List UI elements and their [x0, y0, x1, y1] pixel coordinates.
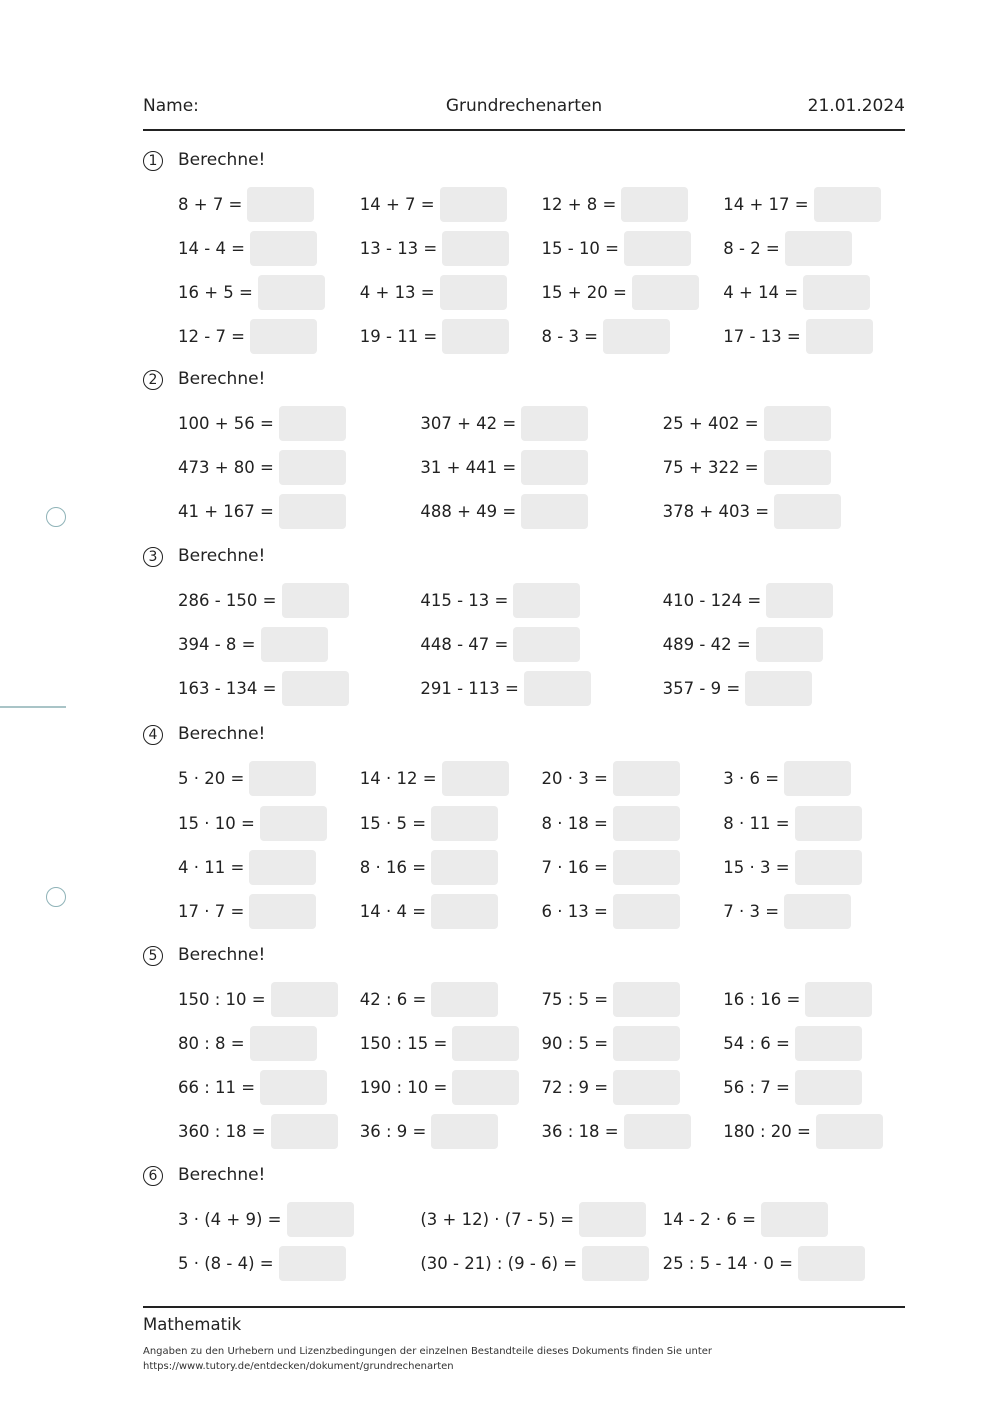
exercise-text: 8 · 16 =: [359, 857, 427, 877]
exercise-text: 42 : 6 =: [359, 989, 427, 1009]
answer-box[interactable]: [513, 583, 580, 618]
exercise: [663, 494, 905, 529]
answer-box[interactable]: [805, 982, 872, 1017]
exercise: [723, 1114, 905, 1149]
answer-box[interactable]: [521, 406, 588, 441]
exercise-row: [178, 760, 905, 796]
exercise: [663, 450, 905, 485]
answer-box[interactable]: [271, 1114, 338, 1149]
exercise-text: 286 - 150 =: [178, 590, 277, 610]
exercise-text: 4 + 14 =: [723, 282, 799, 302]
exercise: [360, 806, 542, 841]
exercise-text: 14 + 17 =: [723, 194, 809, 214]
exercise: [723, 275, 905, 310]
answer-box[interactable]: [795, 806, 862, 841]
answer-box[interactable]: [440, 187, 507, 222]
exercise-row: [178, 1025, 905, 1061]
exercise-text: 291 - 113 =: [420, 678, 519, 698]
exercise: [420, 494, 662, 529]
exercise: [420, 406, 662, 441]
task-instruction: Berechne!: [178, 150, 266, 170]
exercise-text: 14 - 2 · 6 =: [662, 1209, 756, 1229]
answer-box[interactable]: [513, 627, 580, 662]
answer-box[interactable]: [431, 1114, 498, 1149]
exercise-text: 12 + 8 =: [541, 194, 617, 214]
exercise-text: 415 - 13 =: [420, 590, 509, 610]
exercise-text: 15 - 10 =: [541, 238, 620, 258]
exercise-text: 8 + 7 =: [178, 194, 243, 214]
exercise: [360, 850, 542, 885]
answer-box[interactable]: [624, 231, 691, 266]
exercise: [360, 231, 542, 266]
exercise-text: 14 - 4 =: [178, 238, 246, 258]
answer-box[interactable]: [250, 231, 317, 266]
exercise-row: [178, 405, 905, 441]
exercise-text: 13 - 13 =: [359, 238, 438, 258]
answer-box[interactable]: [442, 319, 509, 354]
credit-text: Angaben zu den Urhebern und Lizenzbedingungen der einzelnen Bestandteile dieses Dokuments finden Sie unter: [143, 1346, 713, 1357]
exercise: [420, 627, 662, 662]
exercise-text: 54 : 6 =: [723, 1033, 790, 1053]
answer-box[interactable]: [282, 583, 349, 618]
exercise: [420, 1202, 662, 1237]
exercise-text: 41 + 167 =: [178, 501, 274, 521]
exercise: [178, 406, 420, 441]
answer-box[interactable]: [803, 275, 870, 310]
answer-box[interactable]: [282, 671, 349, 706]
answer-box[interactable]: [756, 627, 823, 662]
name-label: Name:: [143, 96, 199, 116]
answer-box[interactable]: [814, 187, 881, 222]
exercise: [542, 1026, 724, 1061]
answer-box[interactable]: [431, 982, 498, 1017]
header-rule: [143, 129, 905, 131]
exercise-text: 36 : 18 =: [541, 1121, 619, 1141]
exercise: [542, 761, 724, 796]
answer-box[interactable]: [260, 806, 327, 841]
exercise: [178, 494, 420, 529]
answer-box[interactable]: [624, 1114, 691, 1149]
answer-box[interactable]: [442, 761, 509, 796]
exercise: [723, 231, 905, 266]
answer-box[interactable]: [271, 982, 338, 1017]
exercise: [723, 761, 905, 796]
exercise: [360, 1026, 542, 1061]
exercise-text: 15 · 5 =: [359, 813, 427, 833]
answer-box[interactable]: [761, 1202, 828, 1237]
exercise: [360, 761, 542, 796]
exercise-text: 190 : 10 =: [359, 1077, 448, 1097]
answer-box[interactable]: [279, 1246, 346, 1281]
exercise-text: 17 - 13 =: [723, 326, 801, 346]
answer-box[interactable]: [603, 319, 670, 354]
exercise-text: 14 + 7 =: [359, 194, 435, 214]
exercise: [178, 850, 360, 885]
exercise: [420, 1246, 662, 1281]
exercise-text: 448 - 47 =: [420, 634, 509, 654]
exercise: [663, 1246, 905, 1281]
exercise-row: [178, 186, 905, 222]
task-number: 6: [143, 1166, 163, 1186]
exercise-text: 25 + 402 =: [662, 413, 759, 433]
task-instruction: Berechne!: [178, 546, 266, 566]
answer-box[interactable]: [431, 806, 498, 841]
exercise-text: 307 + 42 =: [420, 413, 517, 433]
answer-box[interactable]: [582, 1246, 649, 1281]
answer-box[interactable]: [745, 671, 812, 706]
answer-box[interactable]: [784, 894, 851, 929]
exercise-text: 3 · 6 =: [723, 768, 780, 788]
exercise: [178, 761, 360, 796]
exercise: [178, 583, 420, 618]
answer-box[interactable]: [784, 761, 851, 796]
exercise: [178, 627, 420, 662]
answer-box[interactable]: [613, 850, 680, 885]
exercise-row: [178, 1069, 905, 1105]
exercise-text: 8 · 11 =: [723, 813, 790, 833]
exercise-text: 394 - 8 =: [178, 634, 256, 654]
exercise-text: 15 + 20 =: [541, 282, 627, 302]
exercise-text: (3 + 12) · (7 - 5) =: [420, 1209, 575, 1229]
exercise: [178, 1246, 420, 1281]
answer-box[interactable]: [613, 982, 680, 1017]
answer-box[interactable]: [258, 275, 325, 310]
answer-box[interactable]: [816, 1114, 883, 1149]
page-header: [143, 96, 905, 120]
exercise-text: 15 · 3 =: [723, 857, 790, 877]
exercise: [178, 275, 360, 310]
answer-box[interactable]: [795, 1070, 862, 1105]
exercise-row: [178, 230, 905, 266]
exercise-text: 180 : 20 =: [723, 1121, 811, 1141]
exercise: [178, 1202, 420, 1237]
punch-hole-top: [46, 507, 66, 527]
answer-box[interactable]: [785, 231, 852, 266]
exercise: [542, 850, 724, 885]
worksheet-date: 21.01.2024: [807, 96, 905, 116]
exercise-text: 16 + 5 =: [178, 282, 253, 302]
exercise: [542, 319, 724, 354]
exercise-text: 19 - 11 =: [359, 326, 438, 346]
exercise: [542, 1114, 724, 1149]
answer-box[interactable]: [249, 761, 316, 796]
exercise-text: 8 - 2 =: [723, 238, 780, 258]
exercise-text: 488 + 49 =: [420, 501, 517, 521]
exercise: [178, 671, 420, 706]
exercise-text: 489 - 42 =: [662, 634, 751, 654]
answer-box[interactable]: [452, 1026, 519, 1061]
exercise-row: [178, 981, 905, 1017]
task-number: 5: [143, 946, 163, 966]
exercise: [360, 319, 542, 354]
exercise-text: 4 · 11 =: [178, 857, 245, 877]
exercise-row: [178, 893, 905, 929]
exercise: [178, 1114, 360, 1149]
answer-box[interactable]: [521, 494, 588, 529]
exercise-text: 100 + 56 =: [178, 413, 274, 433]
exercise-text: 8 · 18 =: [541, 813, 608, 833]
exercise-row: [178, 1201, 905, 1237]
footer-subject: Mathematik: [143, 1315, 242, 1334]
exercise-text: 72 : 9 =: [541, 1077, 609, 1097]
answer-box[interactable]: [287, 1202, 354, 1237]
answer-box[interactable]: [795, 850, 862, 885]
exercise: [178, 1026, 360, 1061]
exercise: [420, 450, 662, 485]
task-instruction: Berechne!: [178, 369, 266, 389]
exercise-text: 36 : 9 =: [359, 1121, 427, 1141]
answer-box[interactable]: [431, 850, 498, 885]
exercise: [178, 806, 360, 841]
task-number: 4: [143, 725, 163, 745]
exercise-text: 410 - 124 =: [662, 590, 762, 610]
exercise: [663, 1202, 905, 1237]
exercise-text: 8 - 3 =: [541, 326, 599, 346]
answer-box[interactable]: [279, 494, 346, 529]
exercise: [542, 806, 724, 841]
punch-hole-bottom: [46, 887, 66, 907]
answer-box[interactable]: [613, 1026, 680, 1061]
exercise-text: 357 - 9 =: [662, 678, 741, 698]
task-number: 3: [143, 547, 163, 567]
exercise: [542, 231, 724, 266]
exercise: [663, 583, 905, 618]
answer-box[interactable]: [579, 1202, 646, 1237]
exercise-text: 14 · 4 =: [359, 901, 427, 921]
exercise: [723, 982, 905, 1017]
exercise: [360, 1114, 542, 1149]
answer-box[interactable]: [250, 1026, 317, 1061]
exercise: [663, 406, 905, 441]
exercise: [360, 275, 542, 310]
exercise-text: 4 + 13 =: [359, 282, 435, 302]
exercise-text: 12 - 7 =: [178, 326, 246, 346]
task-number: 1: [143, 151, 163, 171]
answer-box[interactable]: [440, 275, 507, 310]
exercise-text: 20 · 3 =: [541, 768, 608, 788]
exercise-text: 90 : 5 =: [541, 1033, 609, 1053]
exercise: [178, 319, 360, 354]
exercise-text: 473 + 80 =: [178, 457, 274, 477]
worksheet-title: Grundrechenarten: [445, 96, 603, 116]
answer-box[interactable]: [452, 1070, 519, 1105]
exercise: [360, 1070, 542, 1105]
answer-box[interactable]: [442, 231, 509, 266]
exercise-text: 56 : 7 =: [723, 1077, 790, 1097]
exercise: [178, 231, 360, 266]
answer-box[interactable]: [613, 761, 680, 796]
exercise: [420, 671, 662, 706]
answer-box[interactable]: [260, 1070, 327, 1105]
answer-box[interactable]: [764, 450, 831, 485]
answer-box[interactable]: [249, 850, 316, 885]
answer-box[interactable]: [279, 450, 346, 485]
exercise: [178, 982, 360, 1017]
answer-box[interactable]: [524, 671, 591, 706]
exercise: [178, 894, 360, 929]
exercise: [542, 982, 724, 1017]
exercise-row: [178, 626, 905, 662]
exercise-text: 163 - 134 =: [178, 678, 277, 698]
exercise-text: 360 : 18 =: [178, 1121, 266, 1141]
credit-link[interactable]: https://www.tutory.de/entdecken/dokument/grundrechenarten: [143, 1361, 454, 1372]
exercise-text: 25 : 5 - 14 · 0 =: [662, 1253, 793, 1273]
answer-box[interactable]: [261, 627, 328, 662]
exercise: [723, 806, 905, 841]
answer-box[interactable]: [764, 406, 831, 441]
exercise: [360, 187, 542, 222]
exercise-row: [178, 493, 905, 529]
answer-box[interactable]: [521, 450, 588, 485]
exercise: [178, 450, 420, 485]
exercise-text: 5 · (8 - 4) =: [178, 1253, 274, 1273]
exercise-text: 378 + 403 =: [662, 501, 770, 521]
answer-box[interactable]: [247, 187, 314, 222]
task-instruction: Berechne!: [178, 945, 266, 965]
answer-box[interactable]: [249, 894, 316, 929]
exercise: [723, 1026, 905, 1061]
exercise-text: 7 · 3 =: [723, 901, 780, 921]
exercise: [723, 850, 905, 885]
exercise-row: [178, 849, 905, 885]
exercise-row: [178, 805, 905, 841]
task-instruction: Berechne!: [178, 724, 266, 744]
exercise: [542, 275, 724, 310]
exercise-text: 66 : 11 =: [178, 1077, 256, 1097]
footer-credit: [143, 1344, 843, 1374]
exercise-row: [178, 318, 905, 354]
answer-box[interactable]: [613, 1070, 680, 1105]
exercise: [542, 187, 724, 222]
exercise-text: 75 : 5 =: [541, 989, 609, 1009]
exercise: [723, 894, 905, 929]
exercise: [723, 319, 905, 354]
exercise-row: [178, 274, 905, 310]
answer-box[interactable]: [806, 319, 873, 354]
exercise-text: 75 + 322 =: [662, 457, 759, 477]
exercise-row: [178, 1113, 905, 1149]
answer-box[interactable]: [766, 583, 833, 618]
exercise: [542, 894, 724, 929]
exercise: [723, 187, 905, 222]
exercise-text: 6 · 13 =: [541, 901, 608, 921]
answer-box[interactable]: [774, 494, 841, 529]
exercise-text: 14 · 12 =: [359, 768, 437, 788]
answer-box[interactable]: [798, 1246, 865, 1281]
exercise-row: [178, 449, 905, 485]
answer-box[interactable]: [279, 406, 346, 441]
exercise: [420, 583, 662, 618]
exercise-row: [178, 670, 905, 706]
answer-box[interactable]: [621, 187, 688, 222]
answer-box[interactable]: [632, 275, 699, 310]
exercise-text: 3 · (4 + 9) =: [178, 1209, 282, 1229]
fold-mark: [0, 706, 66, 708]
exercise-row: [178, 1245, 905, 1281]
task-instruction: Berechne!: [178, 1165, 266, 1185]
exercise-text: 16 : 16 =: [723, 989, 801, 1009]
exercise-text: 150 : 15 =: [359, 1033, 448, 1053]
exercise: [723, 1070, 905, 1105]
exercise: [360, 894, 542, 929]
answer-box[interactable]: [613, 806, 680, 841]
answer-box[interactable]: [431, 894, 498, 929]
exercise-text: 80 : 8 =: [178, 1033, 245, 1053]
exercise: [542, 1070, 724, 1105]
answer-box[interactable]: [795, 1026, 862, 1061]
exercise-text: 31 + 441 =: [420, 457, 517, 477]
exercise: [663, 671, 905, 706]
exercise-text: 7 · 16 =: [541, 857, 608, 877]
exercise-row: [178, 582, 905, 618]
task-number: 2: [143, 370, 163, 390]
exercise-text: 15 · 10 =: [178, 813, 255, 833]
exercise-text: (30 - 21) : (9 - 6) =: [420, 1253, 578, 1273]
exercise: [663, 627, 905, 662]
exercise-text: 17 · 7 =: [178, 901, 245, 921]
exercise-text: 150 : 10 =: [178, 989, 266, 1009]
exercise: [178, 1070, 360, 1105]
exercise: [360, 982, 542, 1017]
answer-box[interactable]: [613, 894, 680, 929]
footer-rule: [143, 1306, 905, 1308]
exercise: [178, 187, 360, 222]
exercise-text: 5 · 20 =: [178, 768, 245, 788]
answer-box[interactable]: [250, 319, 317, 354]
